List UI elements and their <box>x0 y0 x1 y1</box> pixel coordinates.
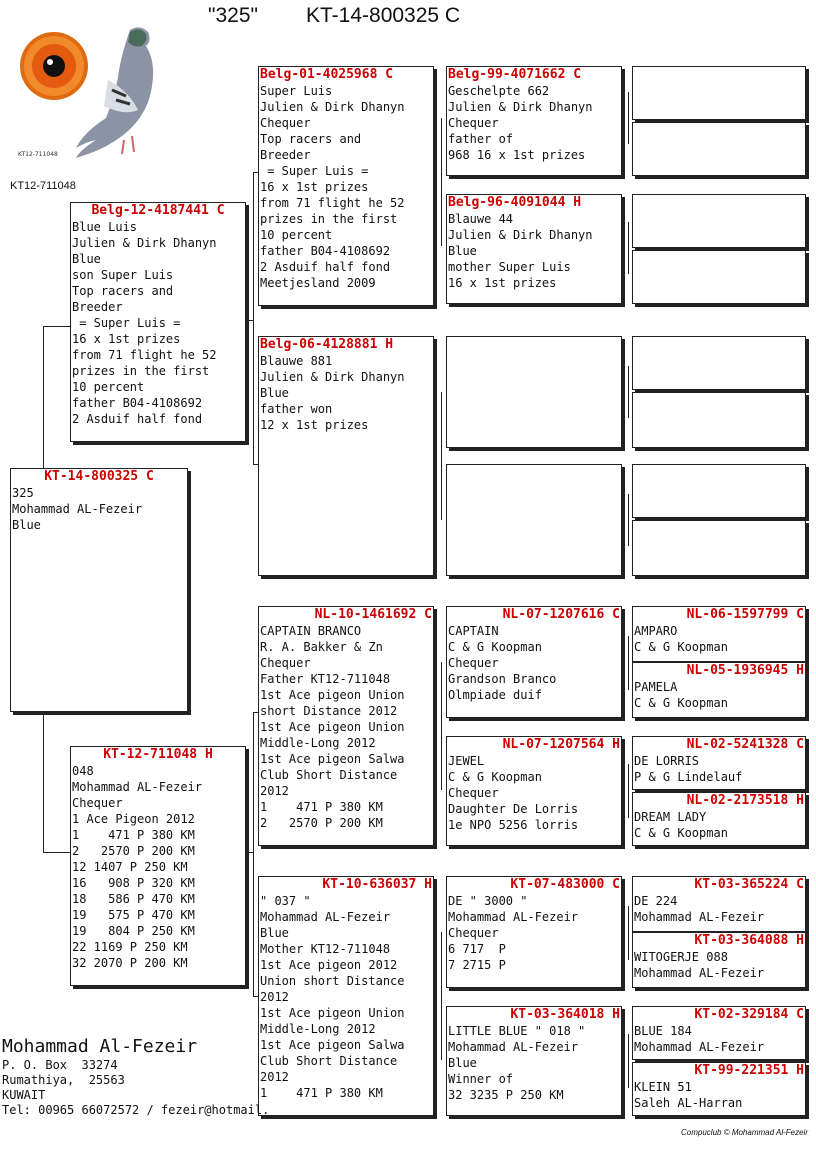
dds-ring: KT-07-483000 C <box>510 877 620 892</box>
connector-g3-b <box>441 392 442 520</box>
dd-line: Union short Distance <box>260 974 405 988</box>
g5-ring: NL-02-5241328 C <box>686 737 804 752</box>
sdd-card[interactable] <box>446 464 622 576</box>
sd-line: father won <box>260 402 333 416</box>
pigeon-ring-title: KT-14-800325 C <box>306 4 461 27</box>
sds-card[interactable] <box>446 336 622 448</box>
dam-line: 1 471 P 380 KM <box>72 828 195 842</box>
dam-line: Chequer <box>72 796 123 810</box>
dds-line: 7 2715 P <box>448 958 506 972</box>
dam-line: 19 804 P 250 KM <box>72 924 195 938</box>
dam-ring: KT-12-711048 H <box>103 747 213 762</box>
dss-line: C & G Koopman <box>448 640 542 654</box>
owner-contact-line: Tel: 00965 66072572 / fezeir@hotmail. <box>2 1103 270 1117</box>
ddd-line: Winner of <box>448 1072 514 1086</box>
g5-line: DE LORRIS <box>634 754 700 768</box>
sire-line: Julien & Dirk Dhanyn <box>72 236 217 250</box>
ddd-card[interactable] <box>446 1006 622 1116</box>
ss-ring: Belg-01-4025968 C <box>260 67 394 82</box>
dam-line: 22 1169 P 250 KM <box>72 940 188 954</box>
sd-ring: Belg-06-4128881 H <box>260 337 394 352</box>
g5-line: BLUE 184 <box>634 1024 692 1038</box>
ss-line: Meetjesland 2009 <box>260 276 376 290</box>
ds-line: short Distance 2012 <box>260 704 398 718</box>
subject-line: 325 <box>12 486 34 500</box>
owner-address-line: KUWAIT <box>2 1088 46 1102</box>
g5-empty-1[interactable] <box>632 66 806 120</box>
connector-dam-parents <box>253 712 254 996</box>
pigeon-photo <box>12 10 168 170</box>
sire-line: prizes in the first <box>72 364 210 378</box>
ds-line: R. A. Bakker & Zn <box>260 640 383 654</box>
g5-empty-4[interactable] <box>632 250 806 304</box>
sss-ring: Belg-99-4071662 C <box>448 67 582 82</box>
g5-ring: KT-03-364088 H <box>694 933 804 948</box>
sss-line: Julien & Dirk Dhanyn <box>448 100 593 114</box>
dam-line: 18 586 P 470 KM <box>72 892 195 906</box>
g5-ring: KT-03-365224 C <box>694 877 804 892</box>
g5-ring: NL-06-1597799 C <box>686 607 804 622</box>
connector-g4-2 <box>628 222 629 274</box>
dsd-line: 1e NPO 5256 lorris <box>448 818 579 832</box>
dam-line: 048 <box>72 764 94 778</box>
ds-line: 2012 <box>260 784 289 798</box>
sd-line: 12 x 1st prizes <box>260 418 369 432</box>
dsd-ring: NL-07-1207564 H <box>502 737 620 752</box>
ss-card[interactable] <box>258 66 434 306</box>
g5-card[interactable] <box>632 662 806 718</box>
g5-card[interactable] <box>632 792 806 846</box>
dsd-line: JEWEL <box>448 754 485 768</box>
ds-line: 2 2570 P 200 KM <box>260 816 383 830</box>
ds-line: Chequer <box>260 656 311 670</box>
ss-line: Breeder <box>260 148 311 162</box>
sss-line: father of <box>448 132 514 146</box>
dsd-line: C & G Koopman <box>448 770 542 784</box>
dam-line: 2 2570 P 200 KM <box>72 844 195 858</box>
ssd-card[interactable] <box>446 194 622 304</box>
subject-card[interactable] <box>10 468 188 712</box>
g5-line: KLEIN 51 <box>634 1080 692 1094</box>
footer-credit: Compuclub © Mohammad Al-Fezeir <box>681 1128 808 1137</box>
ss-line: Julien & Dirk Dhanyn <box>260 100 405 114</box>
dsd-card[interactable] <box>446 736 622 846</box>
ds-line: CAPTAIN BRANCO <box>260 624 362 638</box>
dd-line: Mother KT12-711048 <box>260 942 391 956</box>
sire-line: Blue <box>72 252 101 266</box>
ds-ring: NL-10-1461692 C <box>314 607 432 622</box>
dds-card[interactable] <box>446 876 622 988</box>
dam-card[interactable] <box>70 746 246 986</box>
connector-g4-4 <box>628 494 629 546</box>
dd-line: Club Short Distance <box>260 1054 398 1068</box>
connector-sire <box>43 326 44 468</box>
dds-line: 6 717 P <box>448 942 506 956</box>
connector-g4-1 <box>628 92 629 144</box>
sd-card[interactable] <box>258 336 434 576</box>
ddd-line: Blue <box>448 1056 477 1070</box>
dsd-line: Daughter De Lorris <box>448 802 579 816</box>
dss-ring: NL-07-1207616 C <box>502 607 620 622</box>
dam-line: 16 908 P 320 KM <box>72 876 195 890</box>
g5-line: C & G Koopman <box>634 640 728 654</box>
dds-line: DE " 3000 " <box>448 894 528 908</box>
g5-ring: KT-02-329184 C <box>694 1007 804 1022</box>
dam-line: 1 Ace Pigeon 2012 <box>72 812 195 826</box>
dd-line: 2012 <box>260 990 289 1004</box>
dam-line: Mohammad AL-Fezeir <box>72 780 203 794</box>
g5-ring: NL-05-1936945 H <box>686 663 804 678</box>
g5-line: PAMELA <box>634 680 678 694</box>
dd-line: 1st Ace pigeon Salwa <box>260 1038 405 1052</box>
connector-sire-mid <box>246 320 253 321</box>
sd-line: Blauwe 881 <box>260 354 333 368</box>
connector-sire-h <box>43 326 70 327</box>
g5-ring: NL-02-2173518 H <box>686 793 804 808</box>
ds-line: 1st Ace pigeon Salwa <box>260 752 405 766</box>
ddd-ring: KT-03-364018 H <box>510 1007 620 1022</box>
ddd-line: 32 3235 P 250 KM <box>448 1088 564 1102</box>
ds-line: Club Short Distance <box>260 768 398 782</box>
connector-sire-parents <box>253 172 254 464</box>
sire-line: from 71 flight he 52 <box>72 348 217 362</box>
owner-block <box>2 1036 269 1118</box>
g5-line: WITOGERJE 088 <box>634 950 728 964</box>
sire-line: Top racers and <box>72 284 174 298</box>
sire-line: = Super Luis = <box>72 316 181 330</box>
connector-dam <box>43 712 44 852</box>
owner-address-line: Rumathiya, 25563 <box>2 1073 125 1087</box>
ss-line: from 71 flight he 52 <box>260 196 405 210</box>
dd-line: " 037 " <box>260 894 311 908</box>
ds-card[interactable] <box>258 606 434 846</box>
photo-caption: KT12-711048 <box>10 180 76 192</box>
g5-line: Mohammad AL-Fezeir <box>634 910 765 924</box>
svg-text:KT12-711048: KT12-711048 <box>18 151 58 158</box>
sire-line: father B04-4108692 <box>72 396 203 410</box>
ddd-line: Mohammad AL-Fezeir <box>448 1040 579 1054</box>
owner-name: Mohammad Al-Fezeir <box>2 1036 198 1057</box>
sd-line: Julien & Dirk Dhanyn <box>260 370 405 384</box>
sire-card[interactable] <box>70 202 246 442</box>
ssd-ring: Belg-96-4091044 H <box>448 195 582 210</box>
sss-line: Chequer <box>448 116 499 130</box>
connector-dam-mid <box>246 852 253 853</box>
ddd-line: LITTLE BLUE " 018 " <box>448 1024 586 1038</box>
dss-line: Olmpiade duif <box>448 688 542 702</box>
ss-line: Top racers and <box>260 132 362 146</box>
g5-card[interactable] <box>632 606 806 662</box>
ssd-line: mother Super Luis <box>448 260 571 274</box>
connector-g4-7 <box>628 906 629 960</box>
dss-line: Chequer <box>448 656 499 670</box>
g5-line: DE 224 <box>634 894 678 908</box>
ds-line: Middle-Long 2012 <box>260 736 376 750</box>
sire-line: Breeder <box>72 300 123 314</box>
ssd-line: Blue <box>448 244 477 258</box>
dd-card[interactable] <box>258 876 434 1116</box>
ss-line: 2 Asduif half fond <box>260 260 391 274</box>
dss-line: Grandson Branco <box>448 672 557 686</box>
ssd-line: Blauwe 44 <box>448 212 514 226</box>
ds-line: 1st Ace pigeon Union <box>260 688 405 702</box>
sire-line: Blue Luis <box>72 220 138 234</box>
sire-line: 16 x 1st prizes <box>72 332 181 346</box>
g5-line: Mohammad AL-Fezeir <box>634 966 765 980</box>
subject-line: Mohammad AL-Fezeir <box>12 502 143 516</box>
connector-g3-d <box>441 932 442 1060</box>
g5-line: DREAM LADY <box>634 810 707 824</box>
ss-line: father B04-4108692 <box>260 244 391 258</box>
dsd-line: Chequer <box>448 786 499 800</box>
ss-line: 16 x 1st prizes <box>260 180 369 194</box>
dd-line: Middle-Long 2012 <box>260 1022 376 1036</box>
ss-line: 10 percent <box>260 228 333 242</box>
dss-line: CAPTAIN <box>448 624 499 638</box>
dam-line: 19 575 P 470 KM <box>72 908 195 922</box>
sire-line: 10 percent <box>72 380 145 394</box>
dam-line: 32 2070 P 200 KM <box>72 956 188 970</box>
sd-line: Blue <box>260 386 289 400</box>
subject-ring: KT-14-800325 C <box>44 469 154 484</box>
ss-line: Chequer <box>260 116 311 130</box>
connector-dam-h <box>43 852 70 853</box>
sss-card[interactable] <box>446 66 622 176</box>
dss-card[interactable] <box>446 606 622 718</box>
g5-line: Saleh AL-Harran <box>634 1096 743 1110</box>
ssd-line: Julien & Dirk Dhanyn <box>448 228 593 242</box>
ds-line: 1 471 P 380 KM <box>260 800 383 814</box>
dd-ring: KT-10-636037 H <box>322 877 432 892</box>
dd-line: 1st Ace pigeon Union <box>260 1006 405 1020</box>
g5-line: P & G Lindelauf <box>634 770 743 784</box>
ds-line: Father KT12-711048 <box>260 672 391 686</box>
dd-line: 2012 <box>260 1070 289 1084</box>
sire-line: 2 Asduif half fond <box>72 412 203 426</box>
g5-card[interactable] <box>632 1006 806 1060</box>
sss-line: Geschelpte 662 <box>448 84 550 98</box>
g5-card[interactable] <box>632 932 806 988</box>
dam-line: 12 1407 P 250 KM <box>72 860 188 874</box>
dds-line: Mohammad AL-Fezeir <box>448 910 579 924</box>
g5-line: AMPARO <box>634 624 678 638</box>
ds-line: 1st Ace pigeon Union <box>260 720 405 734</box>
pigeon-name-title: "325" <box>208 4 258 27</box>
connector-g3-a <box>441 118 442 246</box>
g5-empty-7[interactable] <box>632 464 806 518</box>
connector-g4-3 <box>628 366 629 418</box>
g5-empty-3[interactable] <box>632 194 806 248</box>
g5-empty-8[interactable] <box>632 520 806 576</box>
dd-line: Blue <box>260 926 289 940</box>
sss-line: 968 16 x 1st prizes <box>448 148 586 162</box>
sire-ring: Belg-12-4187441 C <box>91 203 225 218</box>
g5-empty-2[interactable] <box>632 122 806 176</box>
owner-address-line: P. O. Box 33274 <box>2 1058 118 1072</box>
ssd-line: 16 x 1st prizes <box>448 276 557 290</box>
dds-line: Chequer <box>448 926 499 940</box>
sire-line: son Super Luis <box>72 268 174 282</box>
connector-g3-c <box>441 662 442 790</box>
dd-line: Mohammad AL-Fezeir <box>260 910 391 924</box>
subject-line: Blue <box>12 518 41 532</box>
dd-line: 1 471 P 380 KM <box>260 1086 383 1100</box>
g5-card[interactable] <box>632 1062 806 1116</box>
connector-g4-6 <box>628 764 629 818</box>
ss-line: Super Luis <box>260 84 333 98</box>
g5-line: Mohammad AL-Fezeir <box>634 1040 765 1054</box>
g5-line: C & G Koopman <box>634 826 728 840</box>
g5-empty-6[interactable] <box>632 392 806 448</box>
g5-empty-5[interactable] <box>632 336 806 390</box>
ss-line: = Super Luis = <box>260 164 369 178</box>
g5-ring: KT-99-221351 H <box>694 1063 804 1078</box>
g5-card[interactable] <box>632 736 806 790</box>
g5-line: C & G Koopman <box>634 696 728 710</box>
dd-line: 1st Ace pigeon 2012 <box>260 958 398 972</box>
connector-g4-8 <box>628 1034 629 1088</box>
ss-line: prizes in the first <box>260 212 398 226</box>
g5-card[interactable] <box>632 876 806 932</box>
connector-g4-5 <box>628 636 629 690</box>
